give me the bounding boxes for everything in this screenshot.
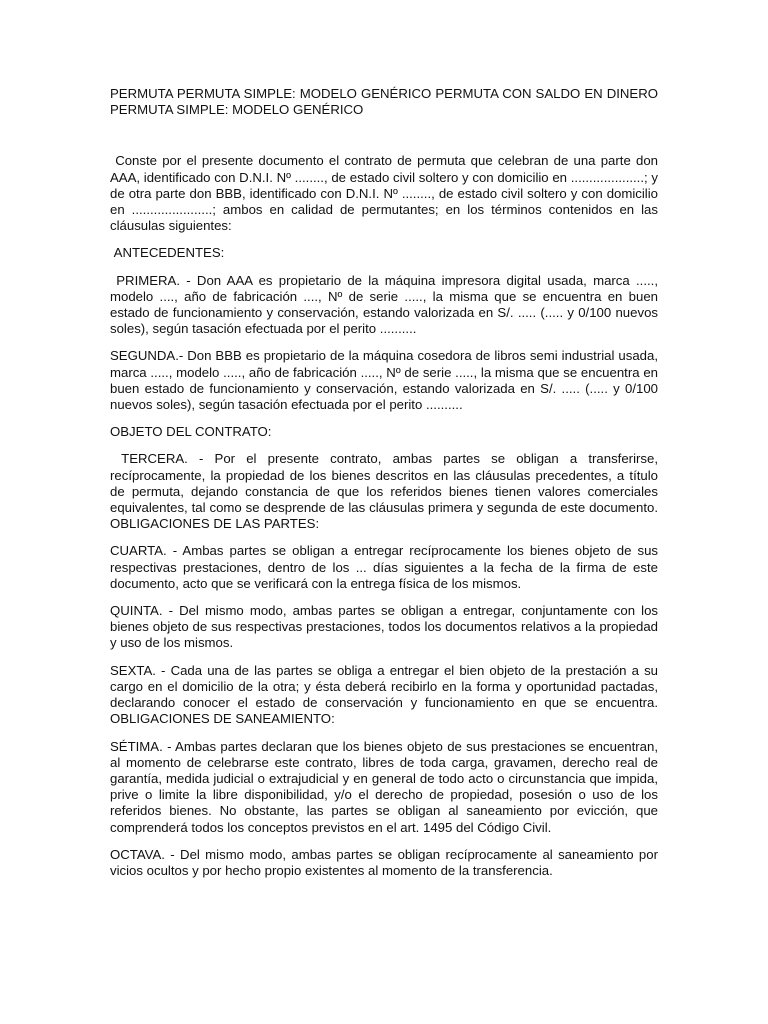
- heading-antecedentes: ANTECEDENTES:: [110, 245, 225, 261]
- clause-octava: OCTAVA. - Del mismo modo, ambas partes se obligan recíprocamente al saneamiento por vicios ocultos y por hecho propio existentes al momento de la transferencia.: [110, 846, 662, 878]
- document-title: PERMUTA PERMUTA SIMPLE: MODELO GENÉRICO PERMUTA CON SALDO EN DINERO PERMUTA SIMPLE: MODELO GENÉRICO: [110, 86, 658, 118]
- clause-primera: PRIMERA. - Don AAA es propietario de la máquina impresora digital usada, marca ....., modelo ...., año de fabricación ...., Nº de serie ....., la misma que se encuentra en buen estado de funcionamiento y conservación, estando valorizada en S/. ..... (..... y 0/100 nuevos soles), según tasación efectuada por el perito ..........: [110, 272, 662, 337]
- clause-tercera: TERCERA. - Por el presente contrato, ambas partes se obligan a transferirse, recíprocamente, la propiedad de los bienes descritos en las cláusulas precedentes, a título de permuta, dejando constancia de que los referidos bienes tienen valores comerciales equivalentes, tal como se desprende de las cláusulas primera y segunda de este documento. OBLIGACIONES DE LAS PARTES:: [110, 451, 662, 532]
- paragraph-preamble: Conste por el presente documento el contrato de permuta que celebran de una parte don AAA, identificado con D.N.I. Nº ........, de estado civil soltero y con domicilio en ....................; y de otra parte don BBB, identificado con D.N.I. Nº ........, de estado civil soltero y con domicilio en ......................; ambos en calidad de permutantes; en los términos contenidos en las cláusulas siguientes:: [110, 153, 662, 234]
- clause-sexta: SEXTA. - Cada una de las partes se obliga a entregar el bien objeto de la prestación a su cargo en el domicilio de la otra; y ésta deberá recibirlo en la forma y oportunidad pactadas, declarando conocer el estado de conservación y funcionamiento en que se encuentra. OBLIGACIONES DE SANEAMIENTO:: [110, 662, 662, 727]
- clause-setima: SÉTIMA. - Ambas partes declaran que los bienes objeto de sus prestaciones se encuentran, al momento de celebrarse este contrato, libres de toda carga, gravamen, derecho real de garantía, medida judicial o extrajudicial y en general de todo acto o circunstancia que impida, prive o limite la libre disponibilidad, y/o el derecho de propiedad, posesión o uso de los referidos bienes. No obstante, las partes se obligan al saneamiento por evicción, que comprenderá todos los conceptos previstos en el art. 1495 del Código Civil.: [110, 738, 662, 835]
- clause-quinta: QUINTA. - Del mismo modo, ambas partes se obligan a entregar, conjuntamente con los bienes objeto de sus respectivas prestaciones, todos los documentos relativos a la propiedad y uso de los mismos.: [110, 603, 662, 651]
- heading-objeto-del-contrato: OBJETO DEL CONTRATO:: [110, 424, 272, 440]
- clause-cuarta: CUARTA. - Ambas partes se obligan a entregar recíprocamente los bienes objeto de sus respectivas prestaciones, dentro de los ... días siguientes a la fecha de la firma de este documento, acto que se verificará con la entrega física de los mismos.: [110, 543, 662, 591]
- clause-segunda: SEGUNDA.- Don BBB es propietario de la máquina cosedora de libros semi industrial usada, marca ....., modelo ....., año de fabricación ....., Nº de serie ....., la misma que se encuentra en buen estado de funcionamiento y conservación, estando valorizada en S/. ..... (..... y 0/100 nuevos soles), según tasación efectuada por el perito ..........: [110, 348, 662, 413]
